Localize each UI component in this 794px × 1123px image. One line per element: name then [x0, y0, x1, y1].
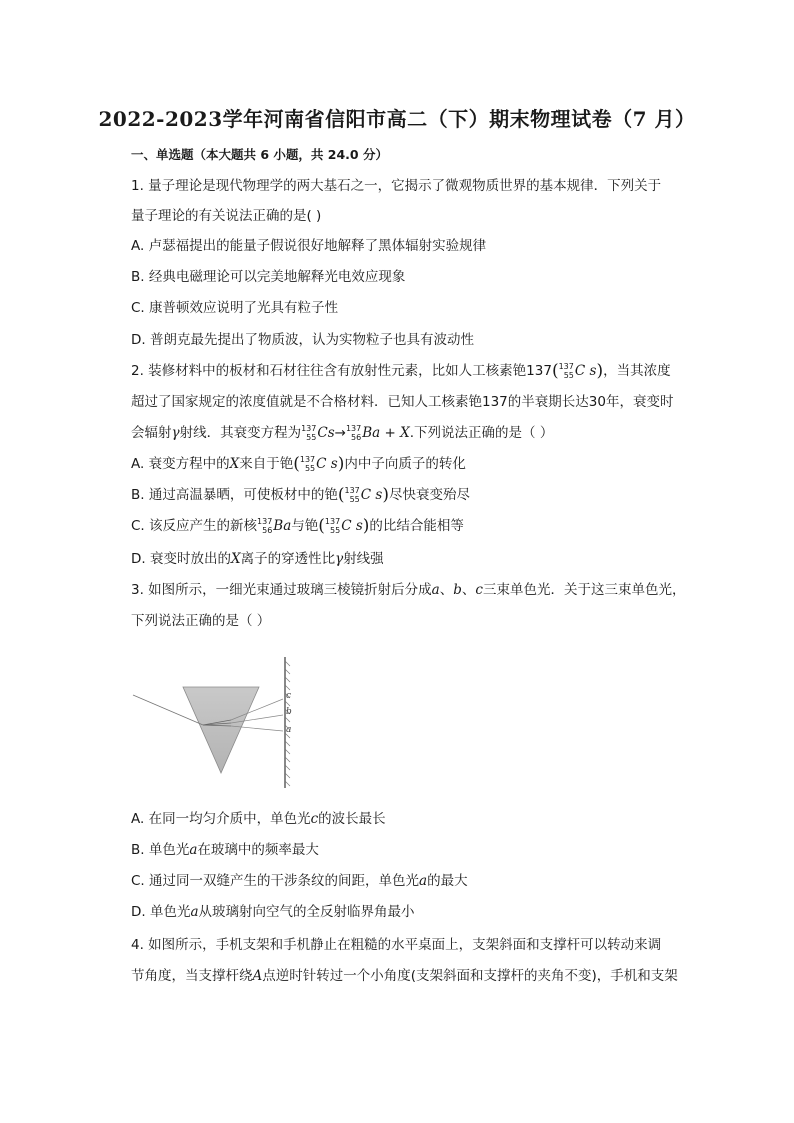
q2-option-b: B. 通过高温暴晒，可使板材中的铯( 137 55 C s)尽快衰变殆尽 [131, 485, 470, 505]
q2-option-a: A. 衰变方程中的X来自于铯( 137 55 C s)内中子向质子的转化 [131, 454, 466, 474]
prism-shape [183, 687, 259, 773]
page-title: 2022-2023学年河南省信阳市高二（下）期末物理试卷（7 月） [98, 107, 696, 131]
q3-option-a: A. 在同一均匀介质中，单色光c的波长最长 [131, 811, 386, 827]
prism-diagram [131, 655, 311, 790]
label-c: c [286, 691, 292, 701]
q3-option-c: C. 通过同一双缝产生的干涉条纹的间距，单色光a的最大 [131, 873, 468, 889]
q4-stem-line2: 节角度，当支撑杆绕A点逆时针转过一个小角度(支架斜面和支撑杆的夹角不变)，手机和支架 [131, 968, 678, 984]
q1-option-a: A. 卢瑟福提出的能量子假说很好地解释了黑体辐射实验规律 [131, 238, 487, 254]
label-a: a [286, 725, 292, 735]
label-b: b [286, 707, 292, 717]
q1-option-b: B. 经典电磁理论可以完美地解释光电效应现象 [131, 269, 406, 285]
q3-stem-line2: 下列说法正确的是（ ） [131, 613, 271, 629]
q2-option-d: D. 衰变时放出的X离子的穿透性比γ射线强 [131, 551, 384, 567]
q3-stem-line1: 3. 如图所示，一细光束通过玻璃三棱镜折射后分成a、b、c三束单色光．关于这三束单色光， [131, 582, 686, 598]
section-heading: 一、单选题（本大题共 6 小题，共 24.0 分） [131, 147, 388, 162]
q4-stem-line1: 4. 如图所示，手机支架和手机静止在粗糙的水平桌面上，支架斜面和支撑杆可以转动来调 [131, 937, 662, 953]
q2-stem-line3: 会辐射γ射线．其衰变方程为 137 55 Cs→ 137 56 Ba + X.下列说法正确的是（ ） [131, 424, 554, 442]
q3-option-d: D. 单色光a从玻璃射向空气的全反射临界角最小 [131, 904, 415, 920]
q1-option-d: D. 普朗克最先提出了物质波，认为实物粒子也具有波动性 [131, 332, 474, 348]
q2-option-c: C. 该反应产生的新核 137 56 Ba与铯( 137 55 C s)的比结合能相等 [131, 516, 464, 536]
q1-stem-line2: 量子理论的有关说法正确的是( ) [131, 208, 322, 224]
q3-option-b: B. 单色光a在玻璃中的频率最大 [131, 842, 319, 858]
q1-option-c: C. 康普顿效应说明了光具有粒子性 [131, 300, 339, 316]
q2-stem-line1: 2. 装修材料中的板材和石材往往含有放射性元素，比如人工核素铯137( 137 55 C s)，当其浓度 [131, 361, 671, 381]
q2-stem-line2: 超过了国家规定的浓度值就是不合格材料．已知人工核素铯137的半衰期长达30年，衰变时 [131, 394, 674, 410]
q1-stem-line1: 1. 量子理论是现代物理学的两大基石之一，它揭示了微观物质世界的基本规律．下列关于 [131, 178, 662, 194]
